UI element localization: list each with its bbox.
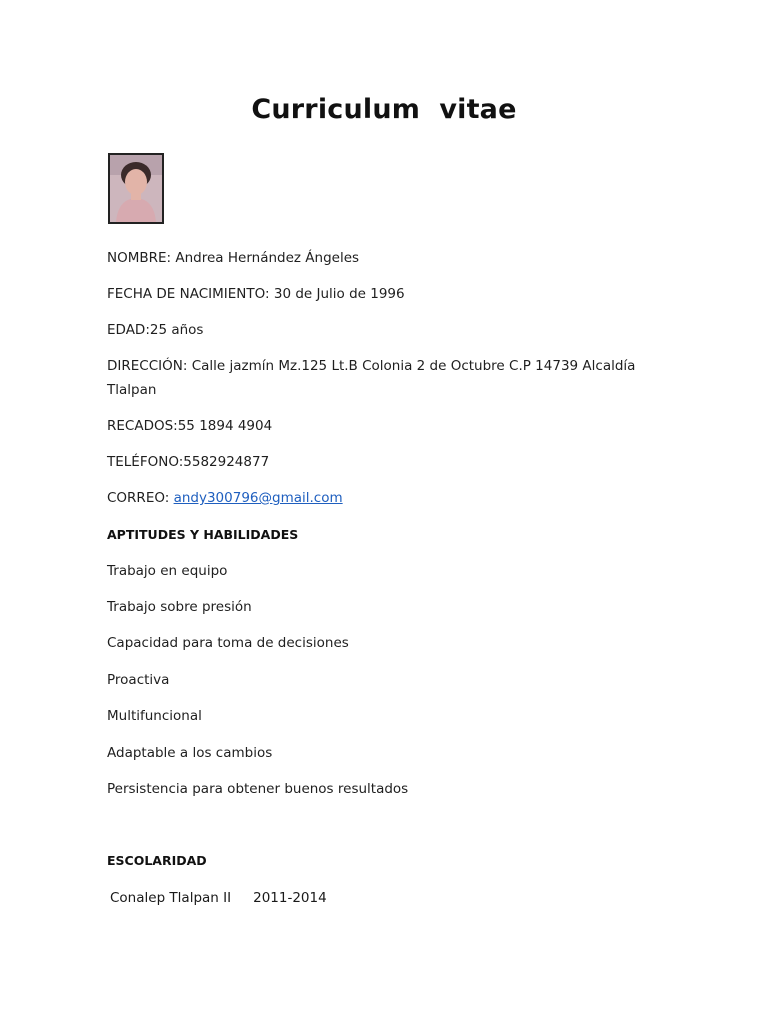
- list-item: Capacidad para toma de decisiones: [107, 635, 349, 651]
- school-entry: [110, 886, 327, 910]
- direccion-value: Calle jazmín Mz.125 Lt.B Colonia 2 de Octubre C.P 14739 Alcaldía Tlalpan: [107, 358, 636, 398]
- edad-label: EDAD:: [107, 322, 150, 338]
- field-direccion: [107, 354, 647, 402]
- list-item: Proactiva: [107, 672, 170, 688]
- profile-photo: [108, 153, 164, 224]
- school-years: 2011-2014: [253, 890, 327, 906]
- list-item: Trabajo sobre presión: [107, 599, 252, 615]
- field-telefono: [107, 450, 269, 474]
- list-item: Persistencia para obtener buenos resultados: [107, 781, 409, 797]
- nombre-label: NOMBRE:: [107, 250, 172, 266]
- list-item: Multifuncional: [107, 708, 202, 724]
- field-nombre: [107, 246, 359, 270]
- direccion-label: DIRECCIÓN:: [107, 358, 188, 374]
- field-correo: [107, 486, 343, 510]
- school-name: Conalep Tlalpan II: [110, 890, 232, 906]
- aptitudes-heading: APTITUDES Y HABILIDADES: [107, 527, 299, 542]
- list-item: Trabajo en equipo: [107, 563, 228, 579]
- escolaridad-heading: ESCOLARIDAD: [107, 853, 207, 868]
- email-link[interactable]: andy300796@gmail.com: [173, 490, 343, 506]
- telefono-value: 5582924877: [183, 454, 270, 470]
- edad-value: 25 años: [149, 322, 204, 338]
- field-nacimiento: [107, 282, 405, 306]
- recados-label: RECADOS:: [107, 418, 178, 434]
- page-title: Curriculum vitae: [251, 94, 517, 125]
- field-recados: [107, 414, 272, 438]
- recados-value: 55 1894 4904: [177, 418, 273, 434]
- telefono-label: TELÉFONO:: [107, 454, 184, 470]
- correo-label: CORREO:: [107, 490, 170, 506]
- nombre-value: Andrea Hernández Ángeles: [175, 250, 360, 266]
- nacimiento-value: 30 de Julio de 1996: [273, 286, 405, 302]
- list-item: Adaptable a los cambios: [107, 745, 273, 761]
- nacimiento-label: FECHA DE NACIMIENTO:: [107, 286, 270, 302]
- field-edad: [107, 318, 203, 342]
